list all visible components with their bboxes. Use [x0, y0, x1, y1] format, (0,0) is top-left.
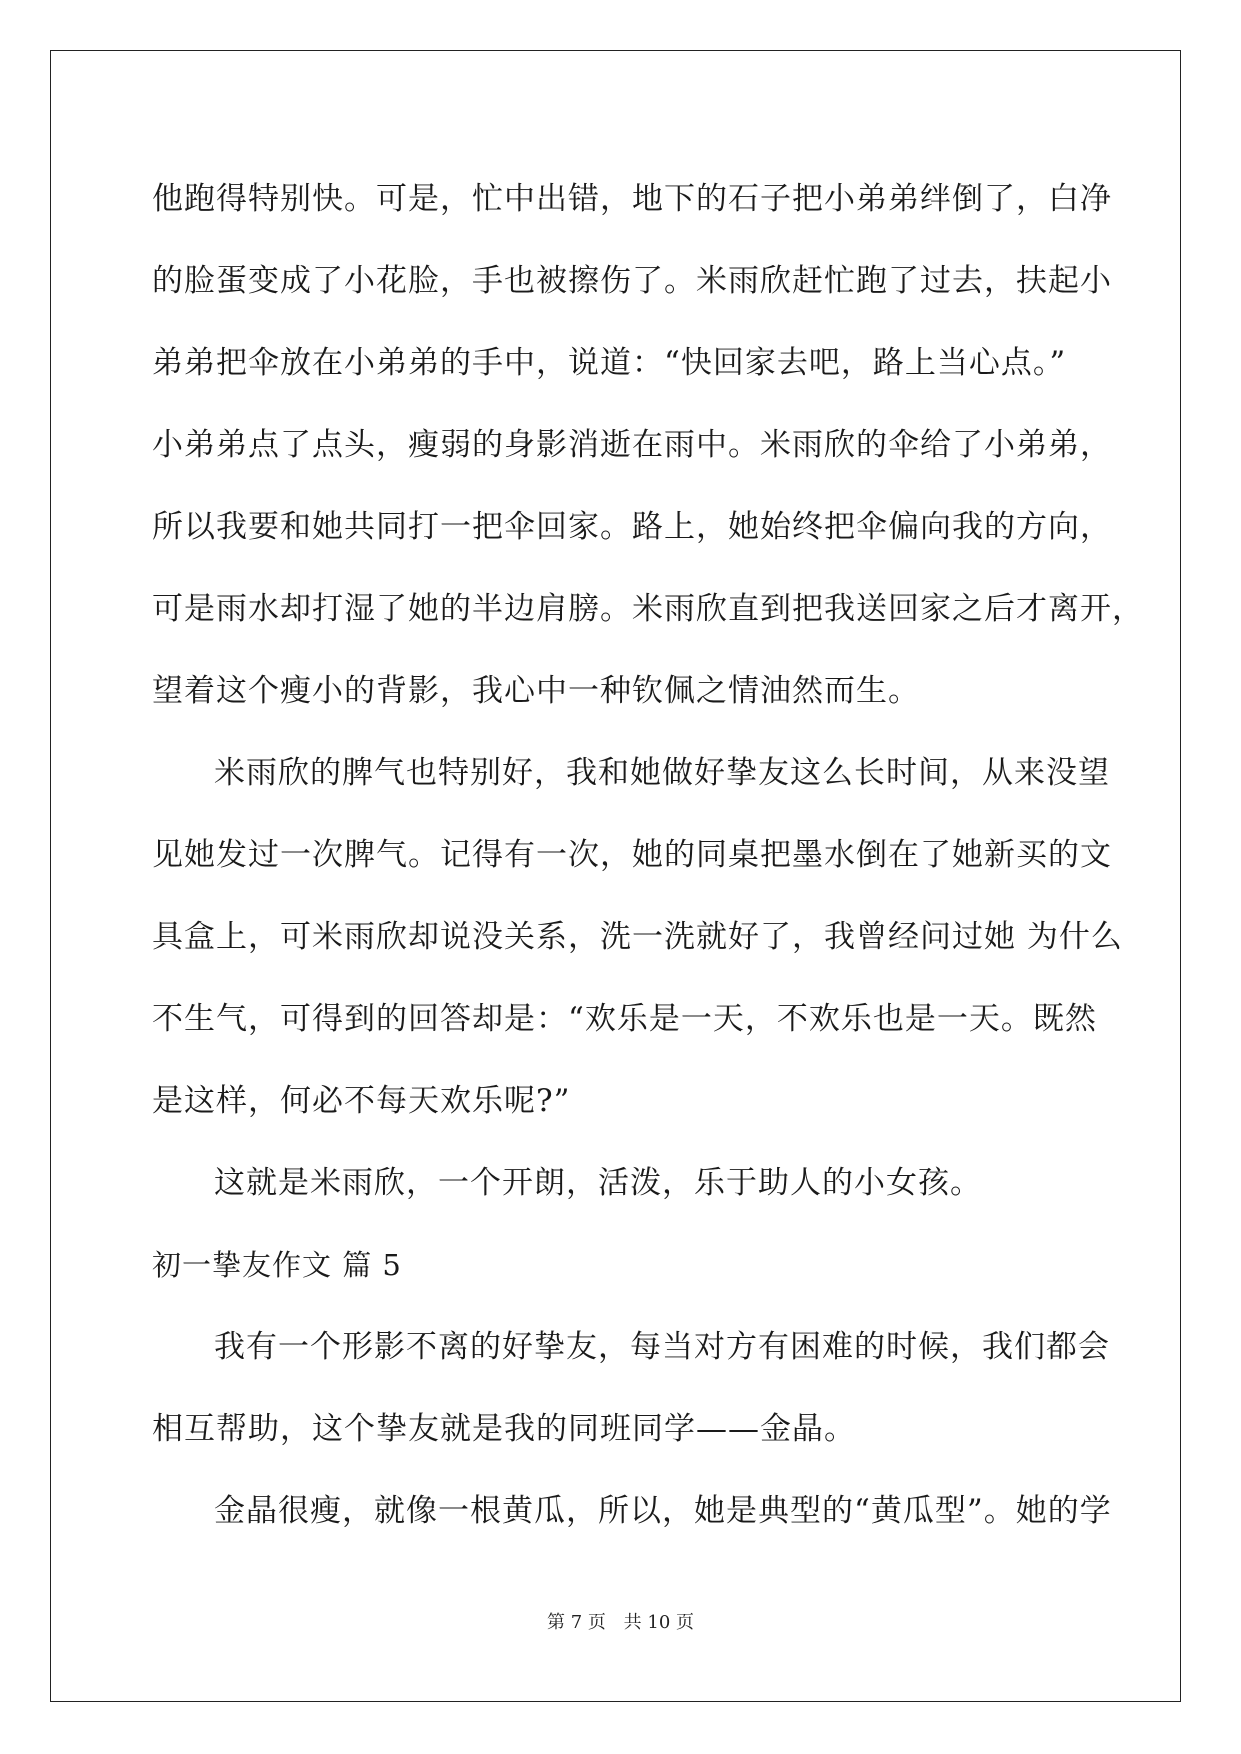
page-number: 第 7 页	[547, 1612, 606, 1633]
paragraph-first-line: 我有一个形影不离的好挚友，每当对方有困难的时候，我们都会	[214, 1329, 1110, 1365]
text-line: 弟弟把伞放在小弟弟的手中，说道：“快回家去吧，路上当心点。”	[152, 345, 1067, 381]
page-footer	[0, 1608, 1241, 1634]
text-line: 小弟弟点了点头，瘦弱的身影消逝在雨中。米雨欣的伞给了小弟弟，	[152, 427, 1112, 463]
document-body	[152, 158, 1144, 1552]
paragraph-first-line: 这就是米雨欣，一个开朗，活泼，乐于助人的小女孩。	[214, 1165, 982, 1201]
text-line: 望着这个瘦小的背影，我心中一种钦佩之情油然而生。	[152, 673, 920, 709]
text-line: 是这样，何必不每天欢乐呢?”	[152, 1083, 571, 1119]
text-line: 不生气，可得到的回答却是：“欢乐是一天，不欢乐也是一天。既然	[152, 1001, 1097, 1037]
text-line: 可是雨水却打湿了她的半边肩膀。米雨欣直到把我送回家之后才离开，	[152, 591, 1144, 627]
text-line: 见她发过一次脾气。记得有一次，她的同桌把墨水倒在了她新买的文	[152, 837, 1112, 873]
text-line: 的脸蛋变成了小花脸，手也被擦伤了。米雨欣赶忙跑了过去，扶起小	[152, 263, 1112, 299]
page-total: 共 10 页	[623, 1612, 694, 1633]
text-line: 他跑得特别快。可是，忙中出错，地下的石子把小弟弟绊倒了，白净	[152, 181, 1112, 217]
text-line: 具盒上，可米雨欣却说没关系，洗一洗就好了，我曾经问过她 为什么	[152, 919, 1123, 955]
section-heading: 初一挚友作文 篇 5	[152, 1248, 402, 1282]
paragraph-first-line: 米雨欣的脾气也特别好，我和她做好挚友这么长时间，从来没望	[214, 755, 1110, 791]
text-line: 相互帮助，这个挚友就是我的同班同学——金晶。	[152, 1411, 856, 1447]
text-line: 所以我要和她共同打一把伞回家。路上，她始终把伞偏向我的方向，	[152, 509, 1112, 545]
paragraph-first-line: 金晶很瘦，就像一根黄瓜，所以，她是典型的“黄瓜型”。她的学	[214, 1493, 1112, 1529]
